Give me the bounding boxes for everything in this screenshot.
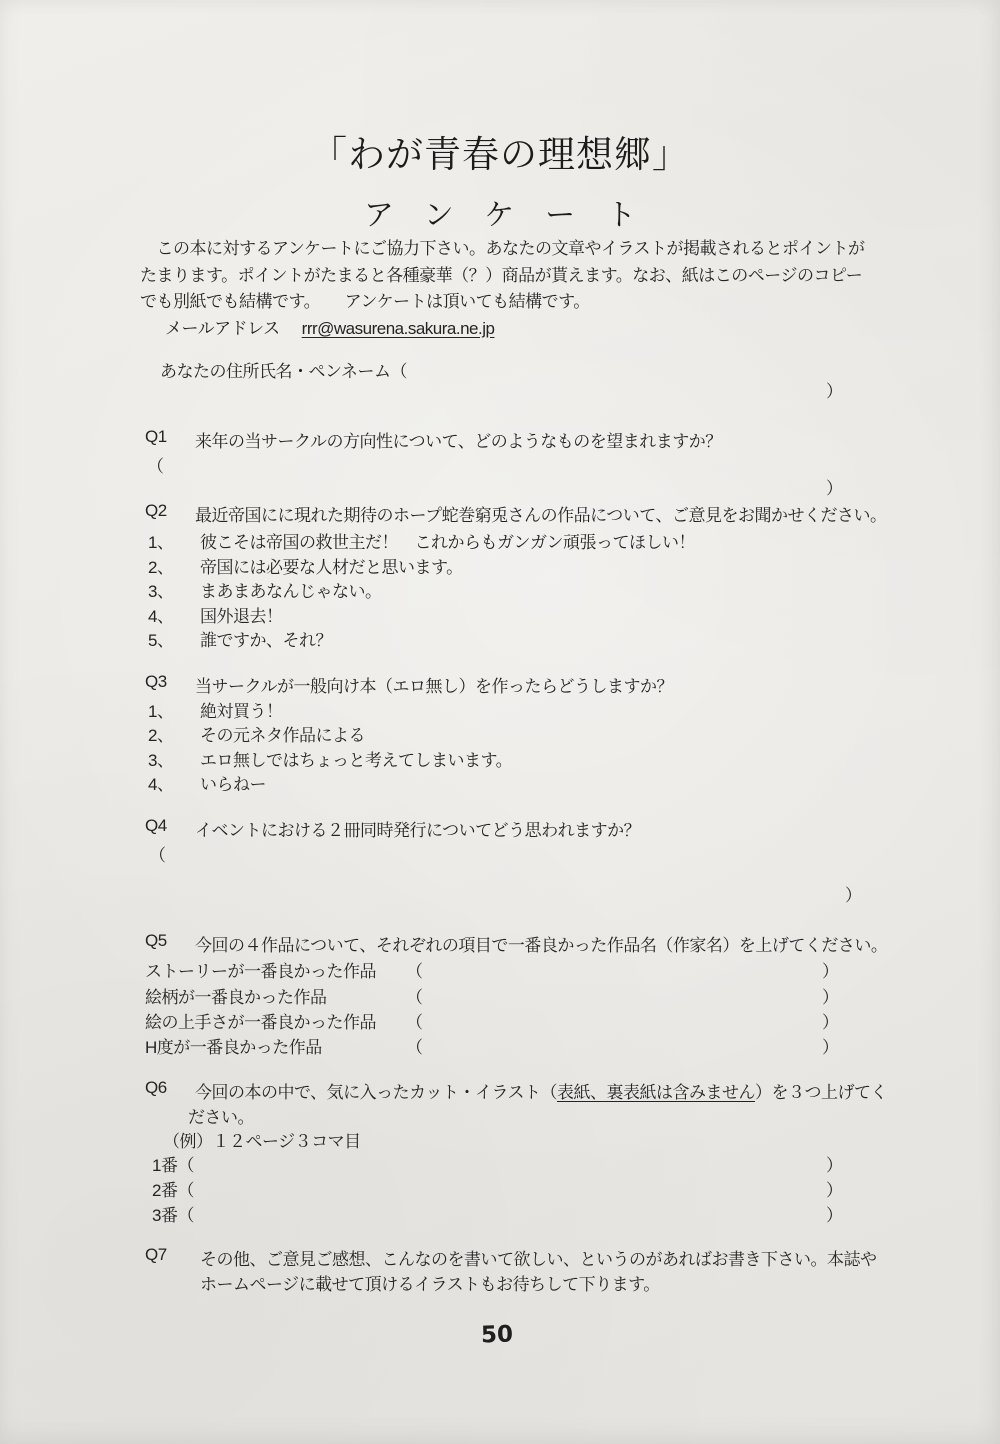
q3-option-3 [148,746,512,771]
q5-row-h-level-close-paren: ） [822,1038,839,1057]
q6-item-1-label: 1番（ [152,1156,194,1175]
q5-text: 今回の４作品について、それぞれの項目で一番良かった作品名（作家名）を上げてください。 [195,936,888,955]
q4-answer-open-paren: （ [149,846,166,865]
q3-option-4-num: 4、 [148,775,174,794]
q3-option-2-num: 2、 [148,726,174,745]
q2-label: Q2 [145,501,167,520]
q1-label: Q1 [145,427,167,446]
question-q6 [145,1078,887,1103]
q3-text: 当サークルが一般向け本（エロ無し）を作ったらどうしますか？ [195,677,673,696]
q6-item-3-close-paren: ） [826,1206,843,1225]
intro-line-3: でも別紙でも結構です。 アンケートは頂いても結構です。 [140,292,590,311]
question-q7 [145,1245,877,1270]
q3-label: Q3 [145,672,167,691]
q1-answer-open-paren: （ [147,457,164,476]
q2-option-4-text: 国外退去！ [200,607,283,626]
q6-item-1-close-paren: ） [826,1156,843,1175]
question-q1 [145,427,722,452]
intro-paragraph [140,236,864,342]
q2-option-4 [148,602,283,627]
name-field-label: あなたの住所氏名・ペンネーム（ [160,362,407,381]
q6-item-2-close-paren: ） [826,1181,843,1200]
q5-row-art-skill-label: 絵の上手さが一番良かった作品 [145,1013,376,1032]
q3-option-1-text: 絶対買う！ [200,702,283,721]
question-q5 [145,931,887,956]
q4-label: Q4 [145,816,167,835]
q6-example: （例）１２ページ３コマ目 [163,1132,361,1151]
intro-email-line [140,316,864,343]
q2-option-5-text: 誰ですか、それ？ [200,631,332,650]
q6-text-underlined: 表紙、裏表紙は含みません [556,1083,755,1102]
q2-option-5 [148,626,332,651]
q2-option-5-num: 5、 [148,631,174,650]
q2-option-2 [148,553,463,578]
q2-text: 最近帝国にに現れた期待のホープ蛇巻窮兎さんの作品について、ご意見をお聞かせください。 [195,506,887,525]
q6-text-line2: ださい。 [188,1108,254,1127]
q3-option-3-text: エロ無しではちょっと考えてしまいます。 [200,751,513,770]
q2-option-3 [148,577,382,602]
q2-option-3-num: 3、 [148,582,174,601]
q3-option-4-text: いらねー [200,775,266,794]
q5-row-story-open-paren: （ [406,962,423,981]
question-q3 [145,672,673,697]
q6-label: Q6 [145,1078,167,1097]
q3-option-3-num: 3、 [148,751,174,770]
question-q4 [145,816,640,841]
q3-option-1 [148,697,283,722]
q5-row-h-level-label: H度が一番良かった作品 [145,1038,322,1057]
q5-label: Q5 [145,931,167,950]
q3-option-4 [148,770,266,795]
name-field-close-paren: ） [826,382,843,401]
q3-option-2 [148,721,365,746]
intro-line-1: この本に対するアンケートにご協力下さい。あなたの文章やイラストが掲載されるとポイントが [140,239,865,258]
page-subtitle: アンケート [363,199,668,232]
q6-text [195,1078,887,1103]
intro-line-2: たまります。ポイントがたまると各種豪華（？）商品が貰えます。なお、紙はこのページのコピー [140,265,863,285]
q2-option-4-num: 4、 [148,607,174,626]
q1-text: 来年の当サークルの方向性について、どのようなものを望まれますか？ [195,432,722,451]
q1-answer-close-paren: ） [826,479,843,498]
q3-option-2-text: その元ネタ作品による [200,726,365,745]
q5-row-art-skill-open-paren: （ [406,1013,423,1032]
q5-row-story-label: ストーリーが一番良かった作品 [145,962,376,981]
q6-text-before: 今回の本の中で、気に入ったカット・イラスト（ [195,1083,557,1102]
q4-text: イベントにおける２冊同時発行についてどう思われますか？ [195,821,641,840]
email-label: メールアドレス [165,318,280,338]
q5-row-h-level-open-paren: （ [406,1038,423,1057]
q4-answer-close-paren: ） [845,886,862,905]
q6-item-2-label: 2番（ [152,1181,194,1200]
q5-row-art-skill-close-paren: ） [822,1013,839,1032]
q2-option-1-num: 1、 [148,533,174,552]
email-address: rrr@wasurena.sakura.ne.jp [301,318,495,338]
q3-option-1-num: 1、 [148,702,174,721]
q5-row-story-close-paren: ） [822,962,839,981]
q6-text-after: ）を３つ上げてく [754,1083,887,1102]
q5-row-art-style-label: 絵柄が一番良かった作品 [145,988,327,1007]
page-title: 「わが青春の理想郷」 [310,135,690,176]
q7-text-line1: その他、ご意見ご感想、こんなのを書いて欲しい、というのがあればお書き下さい。本誌や [200,1250,877,1269]
q7-label: Q7 [145,1245,167,1264]
q5-row-art-style-close-paren: ） [822,988,839,1007]
q6-item-3-label: 3番（ [152,1206,194,1225]
page-number: 50 [480,1321,514,1349]
q2-option-1-text: 彼こそは帝国の救世主だ！ これからもガンガン頑張ってほしい！ [200,533,695,552]
q2-option-3-text: まあまあなんじゃない。 [200,582,382,601]
q2-option-2-text: 帝国には必要な人材だと思います。 [200,558,463,577]
q7-text-line2: ホームページに載せて頂けるイラストもお待ちして下ります。 [200,1275,660,1294]
q2-option-2-num: 2、 [148,558,174,577]
q2-option-1 [148,528,695,553]
q5-row-art-style-open-paren: （ [406,988,423,1007]
question-q2 [145,501,886,526]
